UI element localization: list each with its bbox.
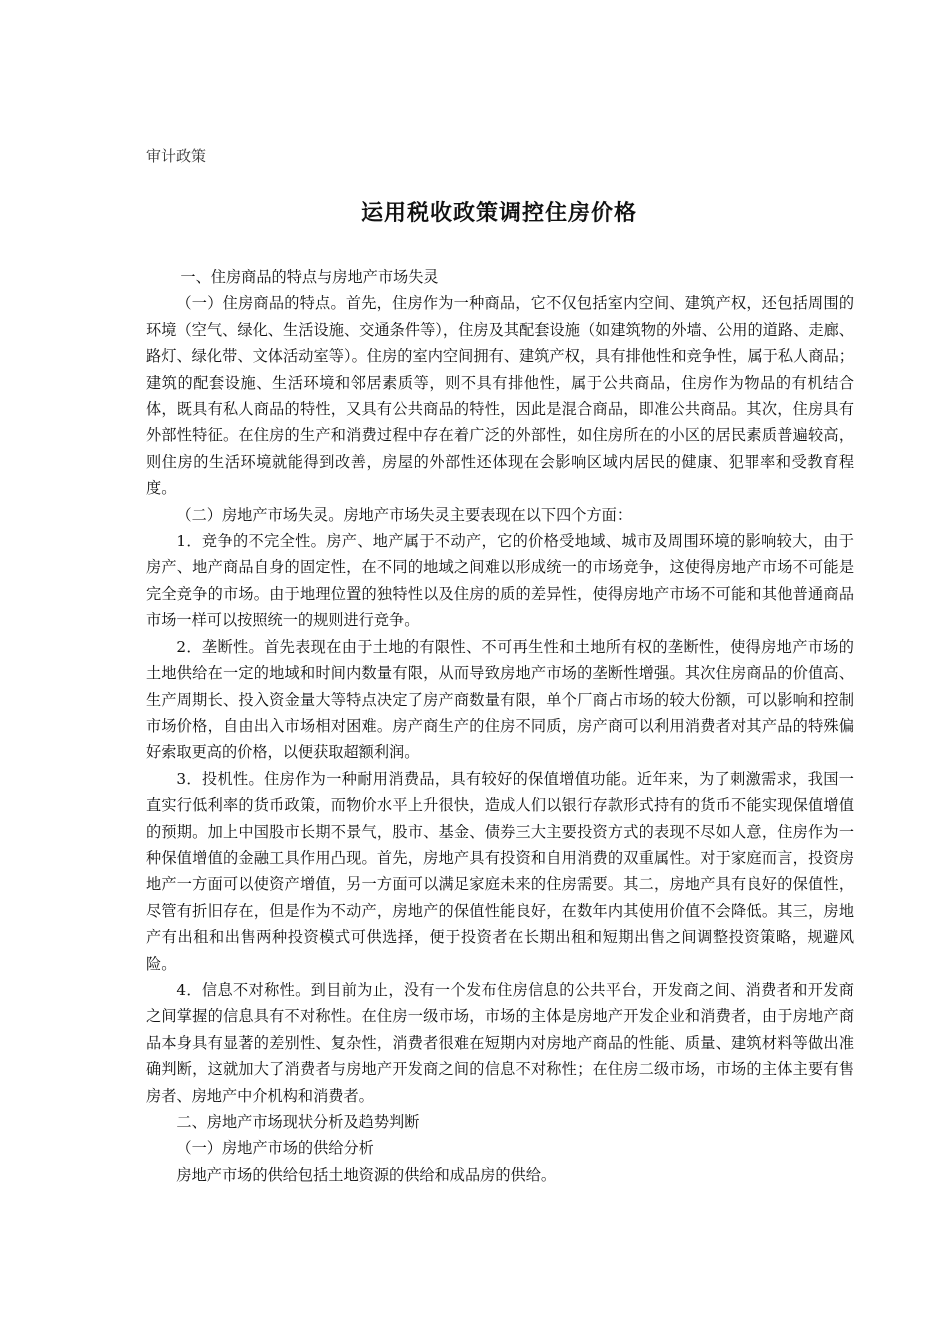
section-heading: 二、房地产市场现状分析及趋势判断	[176, 1113, 420, 1131]
body-paragraph: 4．信息不对称性。到目前为止，没有一个发布住房信息的公共平台，开发商之间、消费者和开发商之间掌握的信息具有不对称性。在住房一级市场，市场的主体是房地产开发企业和消费者，由于房地产商品本身具有显著的差别性、复杂性，消费者很难在短期内对房地产商品的性能、质量、建筑材料等做出准确判断，这就加大了消费者与房地产开发商之间的信息不对称性；在住房二级市场，市场的主体主要有售房者、房地产中介机构和消费者。	[146, 980, 854, 1105]
body-paragraph: 2．垄断性。首先表现在由于土地的有限性、不可再生性和土地所有权的垄断性，使得房地产市场的土地供给在一定的地域和时间内数量有限，从而导致房地产市场的垄断性增强。其次住房商品的价值高、生产周期长、投入资金量大等特点决定了房产商数量有限，单个厂商占市场的较大份额，可以影响和控制市场价格，自由出入市场相对困难。房产商生产的住房不同质，房产商可以利用消费者对其产品的特殊偏好索取更高的价格，以便获取超额利润。	[146, 637, 854, 762]
document-body	[146, 264, 854, 1188]
body-paragraph: （一）住房商品的特点。首先，住房作为一种商品，它不仅包括室内空间、建筑产权，还包括周围的环境（空气、绿化、生活设施、交通条件等），住房及其配套设施（如建筑物的外墙、公用的道路、走廊、路灯、绿化带、文体活动室等）。住房的室内空间拥有、建筑产权，具有排他性和竞争性，属于私人商品；建筑的配套设施、生活环境和邻居素质等，则不具有排他性，属于公共商品，住房作为物品的有机结合体，既具有私人商品的特性，又具有公共商品的特性，因此是混合商品，即准公共商品。其次，住房具有外部性特征。在住房的生产和消费过程中存在着广泛的外部性，如住房所在的小区的居民素质普遍较高，则住房的生活环境就能得到改善，房屋的外部性还体现在会影响区域内居民的健康、犯罪率和受教育程度。	[146, 294, 854, 498]
body-paragraph: （二）房地产市场失灵。房地产市场失灵主要表现在以下四个方面：	[176, 505, 633, 524]
body-paragraph: 1．竞争的不完全性。房产、地产属于不动产，它的价格受地域、城市及周围环境的影响较大，由于房产、地产商品自身的固定性，在不同的地域之间难以形成统一的市场竞争，这使得房地产市场不可能是完全竞争的市场。由于地理位置的独特性以及住房的质的差异性，使得房地产市场不可能和其他普通商品市场一样可以按照统一的规则进行竞争。	[146, 532, 854, 630]
subsection-heading: （一）房地产市场的供给分析	[176, 1139, 374, 1158]
body-paragraph: 3．投机性。住房作为一种耐用消费品，具有较好的保值增值功能。近年来，为了刺激需求，我国一直实行低利率的货币政策，而物价水平上升很快，造成人们以银行存款形式持有的货币不能实现保值增值的预期。加上中国股市长期不景气，股市、基金、债券三大主要投资方式的表现不尽如人意，住房作为一种保值增值的金融工具作用凸现。首先，房地产具有投资和自用消费的双重属性。对于家庭而言，投资房地产一方面可以使资产增值，另一方面可以满足家庭未来的住房需要。其二，房地产具有良好的保值性，尽管有折旧存在，但是作为不动产，房地产的保值性能良好，在数年内其使用价值不会降低。其三，房地产有出租和出售两种投资模式可供选择，便于投资者在长期出租和短期出售之间调整投资策略，规避风险。	[146, 769, 854, 973]
body-paragraph: 房地产市场的供给包括土地资源的供给和成品房的供给。	[176, 1165, 557, 1184]
category-label: 审计政策	[146, 147, 207, 165]
document-title: 运用税收政策调控住房价格	[360, 201, 637, 226]
section-heading: 一、住房商品的特点与房地产市场失灵	[180, 268, 439, 286]
